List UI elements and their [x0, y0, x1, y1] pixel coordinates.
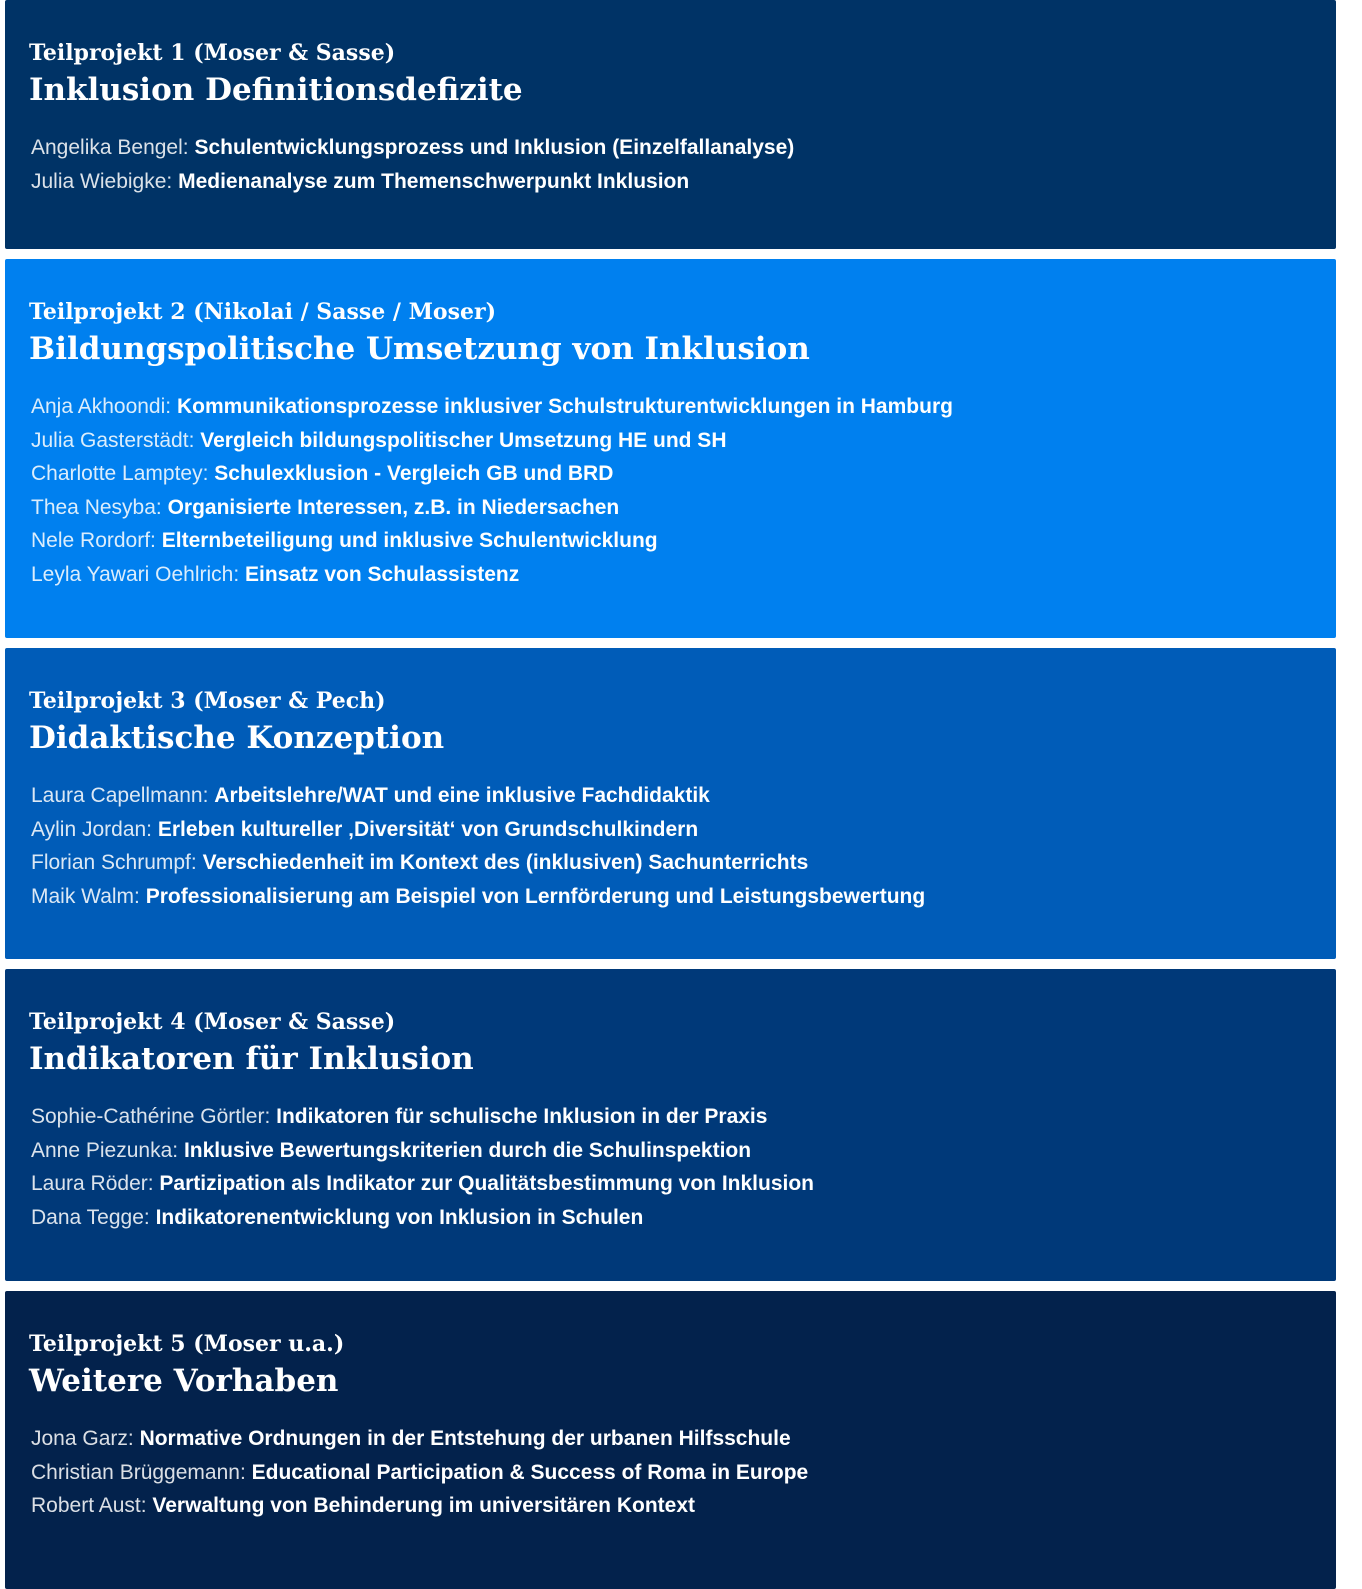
- list-item: [31, 1134, 1336, 1168]
- person-name: Nele Rordorf:: [31, 529, 156, 553]
- project-topic: Vergleich bildungspolitischer Umsetzung HE und SH: [200, 428, 727, 452]
- project-topic: Partizipation als Indikator zur Qualitätsbestimmung von Inklusion: [159, 1172, 815, 1196]
- project-topic: Verwaltung von Behinderung im universitären Kontext: [152, 1494, 695, 1518]
- project-topic: Verschiedenheit im Kontext des (inklusiven) Sachunterrichts: [202, 851, 809, 875]
- list-item: [31, 491, 1336, 525]
- person-name: Sophie-Cathérine Görtler:: [31, 1105, 271, 1128]
- panel-title: Bildungspolitische Umsetzung von Inklusion: [29, 331, 810, 367]
- list-item: [31, 846, 1336, 880]
- panel-title: Indikatoren für Inklusion: [29, 1041, 474, 1077]
- person-name: Julia Wiebigke:: [31, 169, 173, 193]
- project-topic: Educational Participation & Success of Roma in Europe: [251, 1460, 809, 1484]
- teilprojekt-1-panel: [5, 0, 1336, 249]
- teilprojekt-3-panel: [5, 648, 1336, 959]
- list-item: [31, 1167, 1336, 1201]
- list-item: [31, 1489, 1336, 1523]
- list-item: [31, 880, 1336, 914]
- person-name: Florian Schrumpf:: [31, 851, 197, 875]
- project-topic: Arbeitslehre/WAT und eine inklusive Fachdidaktik: [214, 784, 710, 807]
- list-item: [31, 1456, 1336, 1490]
- panel-kicker: Teilprojekt 4 (Moser & Sasse): [29, 1009, 396, 1035]
- list-item: [31, 424, 1336, 458]
- list-item: [31, 390, 1336, 424]
- person-name: Angelika Bengel:: [31, 136, 189, 159]
- project-topic: Einsatz von Schulassistenz: [245, 562, 520, 586]
- entry-list: [29, 131, 1336, 198]
- project-topic: Indikatorenentwicklung von Inklusion in Schulen: [155, 1205, 644, 1229]
- person-name: Maik Walm:: [31, 884, 140, 908]
- person-name: Laura Capellmann:: [31, 784, 209, 807]
- project-topic: Schulentwicklungsprozess und Inklusion (Einzelfallanalyse): [194, 136, 795, 159]
- teilprojekt-4-panel: [5, 969, 1336, 1281]
- panel-kicker: Teilprojekt 3 (Moser & Pech): [29, 688, 386, 714]
- panel-title: Weitere Vorhaben: [29, 1363, 339, 1399]
- person-name: Laura Röder:: [31, 1172, 154, 1196]
- person-name: Charlotte Lamptey:: [31, 462, 209, 486]
- list-item: [31, 524, 1336, 558]
- project-topic: Inklusive Bewertungskriterien durch die Schulinspektion: [183, 1138, 752, 1162]
- list-item: [31, 779, 1336, 813]
- person-name: Julia Gasterstädt:: [31, 428, 195, 452]
- list-item: [31, 1201, 1336, 1235]
- panel-kicker: Teilprojekt 5 (Moser u.a.): [29, 1331, 345, 1357]
- list-item: [31, 1100, 1336, 1134]
- list-item: [31, 131, 1336, 165]
- entry-list: [29, 1422, 1336, 1523]
- person-name: Dana Tegge:: [31, 1205, 150, 1229]
- panel-title: Didaktische Konzeption: [29, 720, 445, 756]
- project-topic: Kommunikationsprozesse inklusiver Schulstrukturentwicklungen in Hamburg: [176, 395, 953, 418]
- person-name: Jona Garz:: [31, 1427, 134, 1450]
- person-name: Anja Akhoondi:: [31, 395, 172, 418]
- panel-kicker: Teilprojekt 2 (Nikolai / Sasse / Moser): [29, 299, 496, 325]
- person-name: Aylin Jordan:: [31, 817, 153, 841]
- list-item: [31, 457, 1336, 491]
- teilprojekt-5-panel: [5, 1291, 1336, 1589]
- entry-list: [29, 390, 1336, 592]
- list-item: [31, 1422, 1336, 1456]
- panel-kicker: Teilprojekt 1 (Moser & Sasse): [29, 40, 396, 66]
- entry-list: [29, 779, 1336, 913]
- project-topic: Medienanalyse zum Themenschwerpunkt Inklusion: [178, 169, 690, 193]
- entry-list: [29, 1100, 1336, 1234]
- panel-title: Inklusion Definitionsdefizite: [29, 72, 523, 108]
- person-name: Robert Aust:: [31, 1494, 147, 1518]
- teilprojekt-2-panel: [5, 259, 1336, 638]
- project-topic: Indikatoren für schulische Inklusion in der Praxis: [276, 1105, 768, 1128]
- person-name: Christian Brüggemann:: [31, 1460, 246, 1484]
- list-item: [31, 165, 1336, 199]
- project-topic: Professionalisierung am Beispiel von Lernförderung und Leistungsbewertung: [145, 884, 926, 908]
- project-topic: Erleben kultureller ‚Diversität‘ von Grundschulkindern: [157, 817, 699, 841]
- person-name: Anne Piezunka:: [31, 1138, 179, 1162]
- list-item: [31, 558, 1336, 592]
- person-name: Leyla Yawari Oehlrich:: [31, 562, 240, 586]
- list-item: [31, 813, 1336, 847]
- project-topic: Organisierte Interessen, z.B. in Niedersachen: [167, 495, 620, 519]
- project-topic: Schulexklusion - Vergleich GB und BRD: [214, 462, 614, 486]
- person-name: Thea Nesyba:: [31, 495, 162, 519]
- project-topic: Normative Ordnungen in der Entstehung der urbanen Hilfsschule: [139, 1427, 791, 1450]
- project-topic: Elternbeteiligung und inklusive Schulentwicklung: [161, 529, 658, 553]
